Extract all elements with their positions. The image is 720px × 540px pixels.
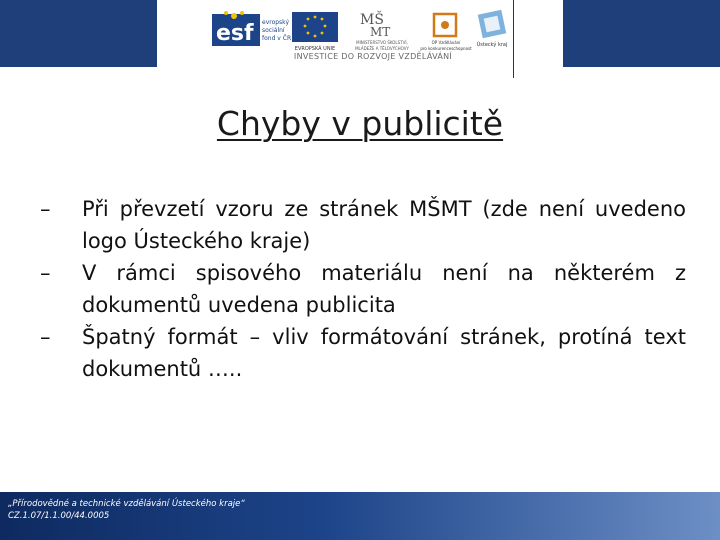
footer-text [8,498,245,522]
bullet-item: – Špatný formát – vliv formátování stránek, protíná text dokumentů ….. [40,321,686,385]
op-label-2: pro konkurenceschopnost [420,46,472,51]
slide-title-text: Chyby v publicitě [216,104,504,143]
msmt-label-2: MLÁDEŽE A TĚLOVÝCHOVY [355,46,409,51]
header-blue-block-left [0,0,157,67]
bullet-item: – Při převzetí vzoru ze stránek MŠMT (zde není uvedeno logo Ústeckého kraje) [40,193,686,257]
slide-title [0,104,720,143]
op-vk-logo [420,14,472,51]
logo-caption: INVESTICE DO ROZVOJE VZDĚLÁVÁNÍ [293,52,453,61]
msmt-logo [355,10,409,51]
header-blue-block-right [563,0,720,67]
bullet-list [40,193,686,385]
ustecky-label: Ústecký kraj [476,42,508,48]
footer-bar [0,492,720,540]
bullet-item: – V rámci spisového materiálu není na některém z dokumentů uvedena publicita [40,257,686,321]
footer-project-code: CZ.1.07/1.1.00/44.0005 [8,511,110,521]
esf-label-1: evropský [262,19,289,26]
svg-text:esf: esf [216,21,254,46]
esf-label-3: fond v ČR [262,35,292,42]
eu-flag-logo [292,12,338,52]
eu-label: EVROPSKÁ UNIE [294,46,336,52]
op-label-1: OP Vzdělávání [431,40,461,45]
svg-text:MŠ: MŠ [360,12,384,28]
logo-divider [513,0,514,78]
footer-project-name: „Přírodovědné a technické vzdělávání Ústeckého kraje“ [8,499,245,509]
ustecky-kraj-logo [477,10,508,48]
msmt-label-1: MINISTERSTVO ŠKOLSTVÍ, [356,40,408,45]
esf-label-2: sociální [262,27,285,34]
esf-logo [212,11,291,46]
svg-text:MT: MT [370,25,391,39]
